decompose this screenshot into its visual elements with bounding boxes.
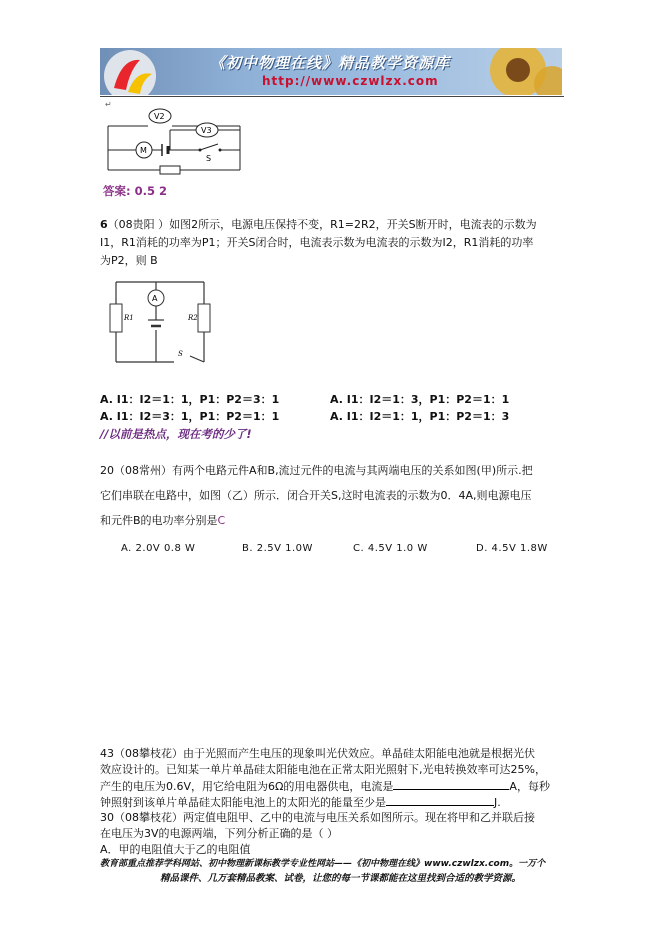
label-r2: R2 xyxy=(188,314,198,322)
return-mark: ↵ xyxy=(105,100,112,109)
q20-answer: C xyxy=(217,514,226,527)
q20-line3 xyxy=(100,514,225,528)
q43-line4 xyxy=(100,795,501,810)
circuit-diagram-q6 xyxy=(100,274,220,368)
banner-url[interactable]: http://www.czwlzx.com xyxy=(262,74,439,88)
q6-note: //以前是热点，现在考的少了! xyxy=(100,427,252,441)
label-ammeter: A xyxy=(152,294,158,303)
q20-option-b: B. 2.5V 1.0W xyxy=(242,543,313,554)
q43-line1: 43（08攀枝花）由于光照而产生电压的现象叫光伏效应。单晶硅太阳能电池就是根据光伏 xyxy=(100,747,535,760)
q43-line3-text: 产生的电压为0.6V，用它给电阻为6Ω的用电器供电，电流是 xyxy=(100,780,394,793)
q20-option-c: C. 4.5V 1.0 W xyxy=(353,543,428,554)
q43-line4-suffix: J. xyxy=(494,796,501,809)
q20-line1: 20（08常州）有两个电路元件A和B,流过元件的电流与其两端电压的关系如图(甲)所示.把 xyxy=(100,464,533,477)
banner-title: 《初中物理在线》精品教学资源库 xyxy=(210,54,451,72)
q6-line2: I1，R1消耗的功率为P1；开关S闭合时，电流表示数为电流表的示数为I2，R1消耗的功率 xyxy=(100,236,534,249)
label-r1: R1 xyxy=(124,314,134,322)
q6-option-2: A. I1：I2＝1：3，P1：P2＝1：1 xyxy=(330,393,510,406)
q6-option-1: A. I1：I2＝1：1，P1：P2＝3：1 xyxy=(100,393,280,406)
q43-line3 xyxy=(100,779,550,794)
q20-line3-text: 和元件B的电功率分别是 xyxy=(100,514,218,527)
footer-line1: 教育部重点推荐学科网站、初中物理新课标教学专业性网站——《初中物理在线》www.czwlzx.com。一万个 xyxy=(100,859,546,869)
q30-line1: 30（08攀枝花）两定值电阻甲、乙中的电流与电压关系如图所示。现在将甲和乙并联后接 xyxy=(100,811,535,824)
q6-line1 xyxy=(100,218,537,232)
header-rule xyxy=(100,96,564,97)
q6-option-4: A. I1：I2＝1：1，P1：P2＝1：3 xyxy=(330,410,510,423)
label-motor: M xyxy=(140,146,147,155)
q6-option-3: A. I1：I2＝3：1，P1：P2＝1：1 xyxy=(100,410,280,423)
q20-line2: 它们串联在电路中，如图（乙）所示．闭合开关S,这时电流表的示数为0．4A,则电源电压 xyxy=(100,489,532,502)
q6-line3: 为P2，则 B xyxy=(100,254,158,267)
answer-prev: 答案: 0.5 2 xyxy=(103,184,167,198)
q6-number: 6 xyxy=(100,218,108,231)
q30-line2: 在电压为3V的电源两端，下列分析正确的是（ ） xyxy=(100,827,339,840)
q43-blank-current[interactable] xyxy=(393,779,509,790)
q20-option-a: A. 2.0V 0.8 W xyxy=(121,543,196,554)
label-switch-q6: S xyxy=(178,350,183,358)
q43-line4-text: 钟照射到该单片单晶硅太阳能电池上的太阳光的能量至少是 xyxy=(100,796,386,809)
q30-line3: A．甲的电阻值大于乙的电阻值 xyxy=(100,843,251,856)
q43-line3-suffix: A，每秒 xyxy=(509,780,550,793)
label-v2: V2 xyxy=(154,112,165,121)
q20-option-d: D. 4.5V 1.8W xyxy=(476,543,548,554)
label-v3: V3 xyxy=(201,126,212,135)
header-banner xyxy=(100,48,562,95)
q43-line2: 效应设计的。已知某一单片单晶硅太阳能电池在正常太阳光照射下,光电转换效率可达25%， xyxy=(100,763,546,776)
footer-line2: 精品课件、几万套精品教案、试卷，让您的每一节课都能在这里找到合适的教学资源。 xyxy=(160,873,522,884)
q6-line1-text: （08贵阳 ）如图2所示，电源电压保持不变，R1=2R2，开关S断开时，电流表的示数为 xyxy=(107,218,537,231)
label-switch-prev: S xyxy=(206,154,212,163)
q43-blank-energy[interactable] xyxy=(386,795,494,806)
circuit-diagram-prev xyxy=(100,104,245,176)
